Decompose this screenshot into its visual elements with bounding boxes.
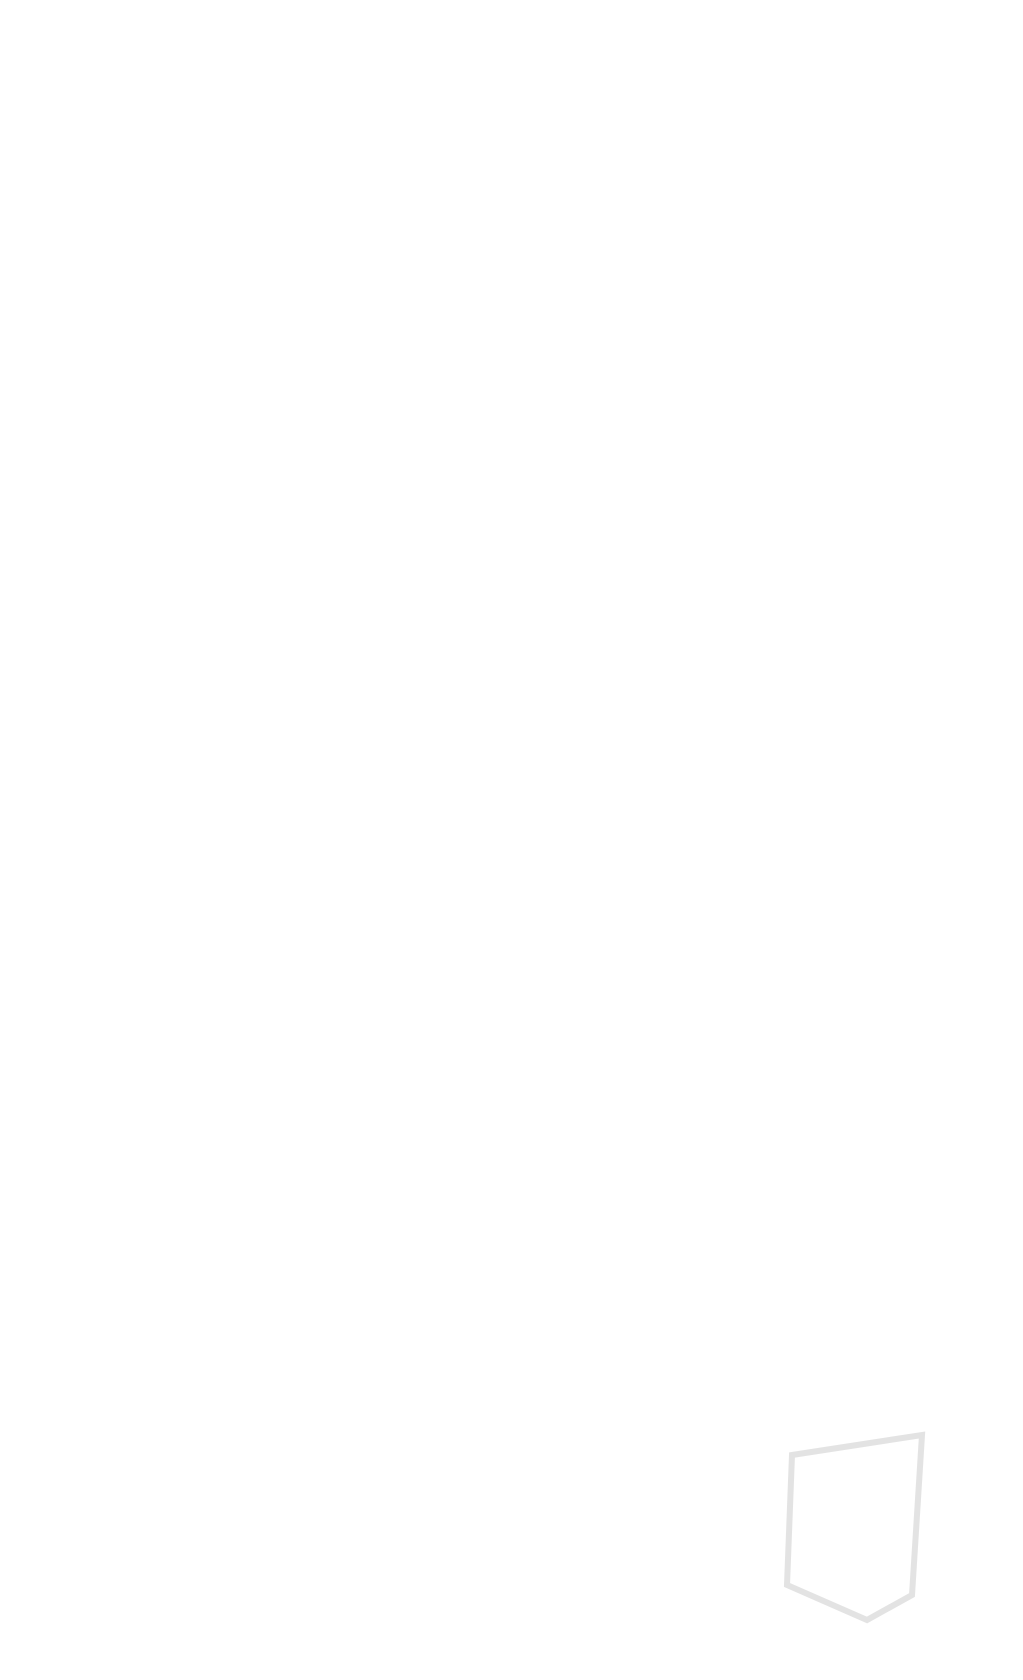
paragraph-line [4,883,1014,941]
section-heading [58,382,106,440]
paragraph-line [4,0,1014,52]
paragraph-line [4,1051,1014,1109]
paragraph-line [56,492,1014,550]
paragraph-line [4,1331,1014,1389]
paragraph-line [4,160,1014,218]
section-heading [58,1220,106,1278]
paragraph-line [4,660,1014,718]
paragraph-line [56,771,1014,829]
paragraph-line [56,1275,1014,1333]
paragraph-line [4,827,1014,885]
paragraph-line [4,604,1014,662]
paragraph-line [4,270,1014,328]
paragraph-line [4,939,1014,997]
paragraph-line [4,715,1014,773]
paragraph-line [4,215,1014,273]
paragraph-line [4,1107,1014,1165]
paragraph-line [4,105,1014,163]
paragraph-line [4,548,1014,606]
watermark-logo-icon [772,1425,932,1625]
paragraph-line [4,995,1014,1053]
paragraph-line [4,50,1014,108]
